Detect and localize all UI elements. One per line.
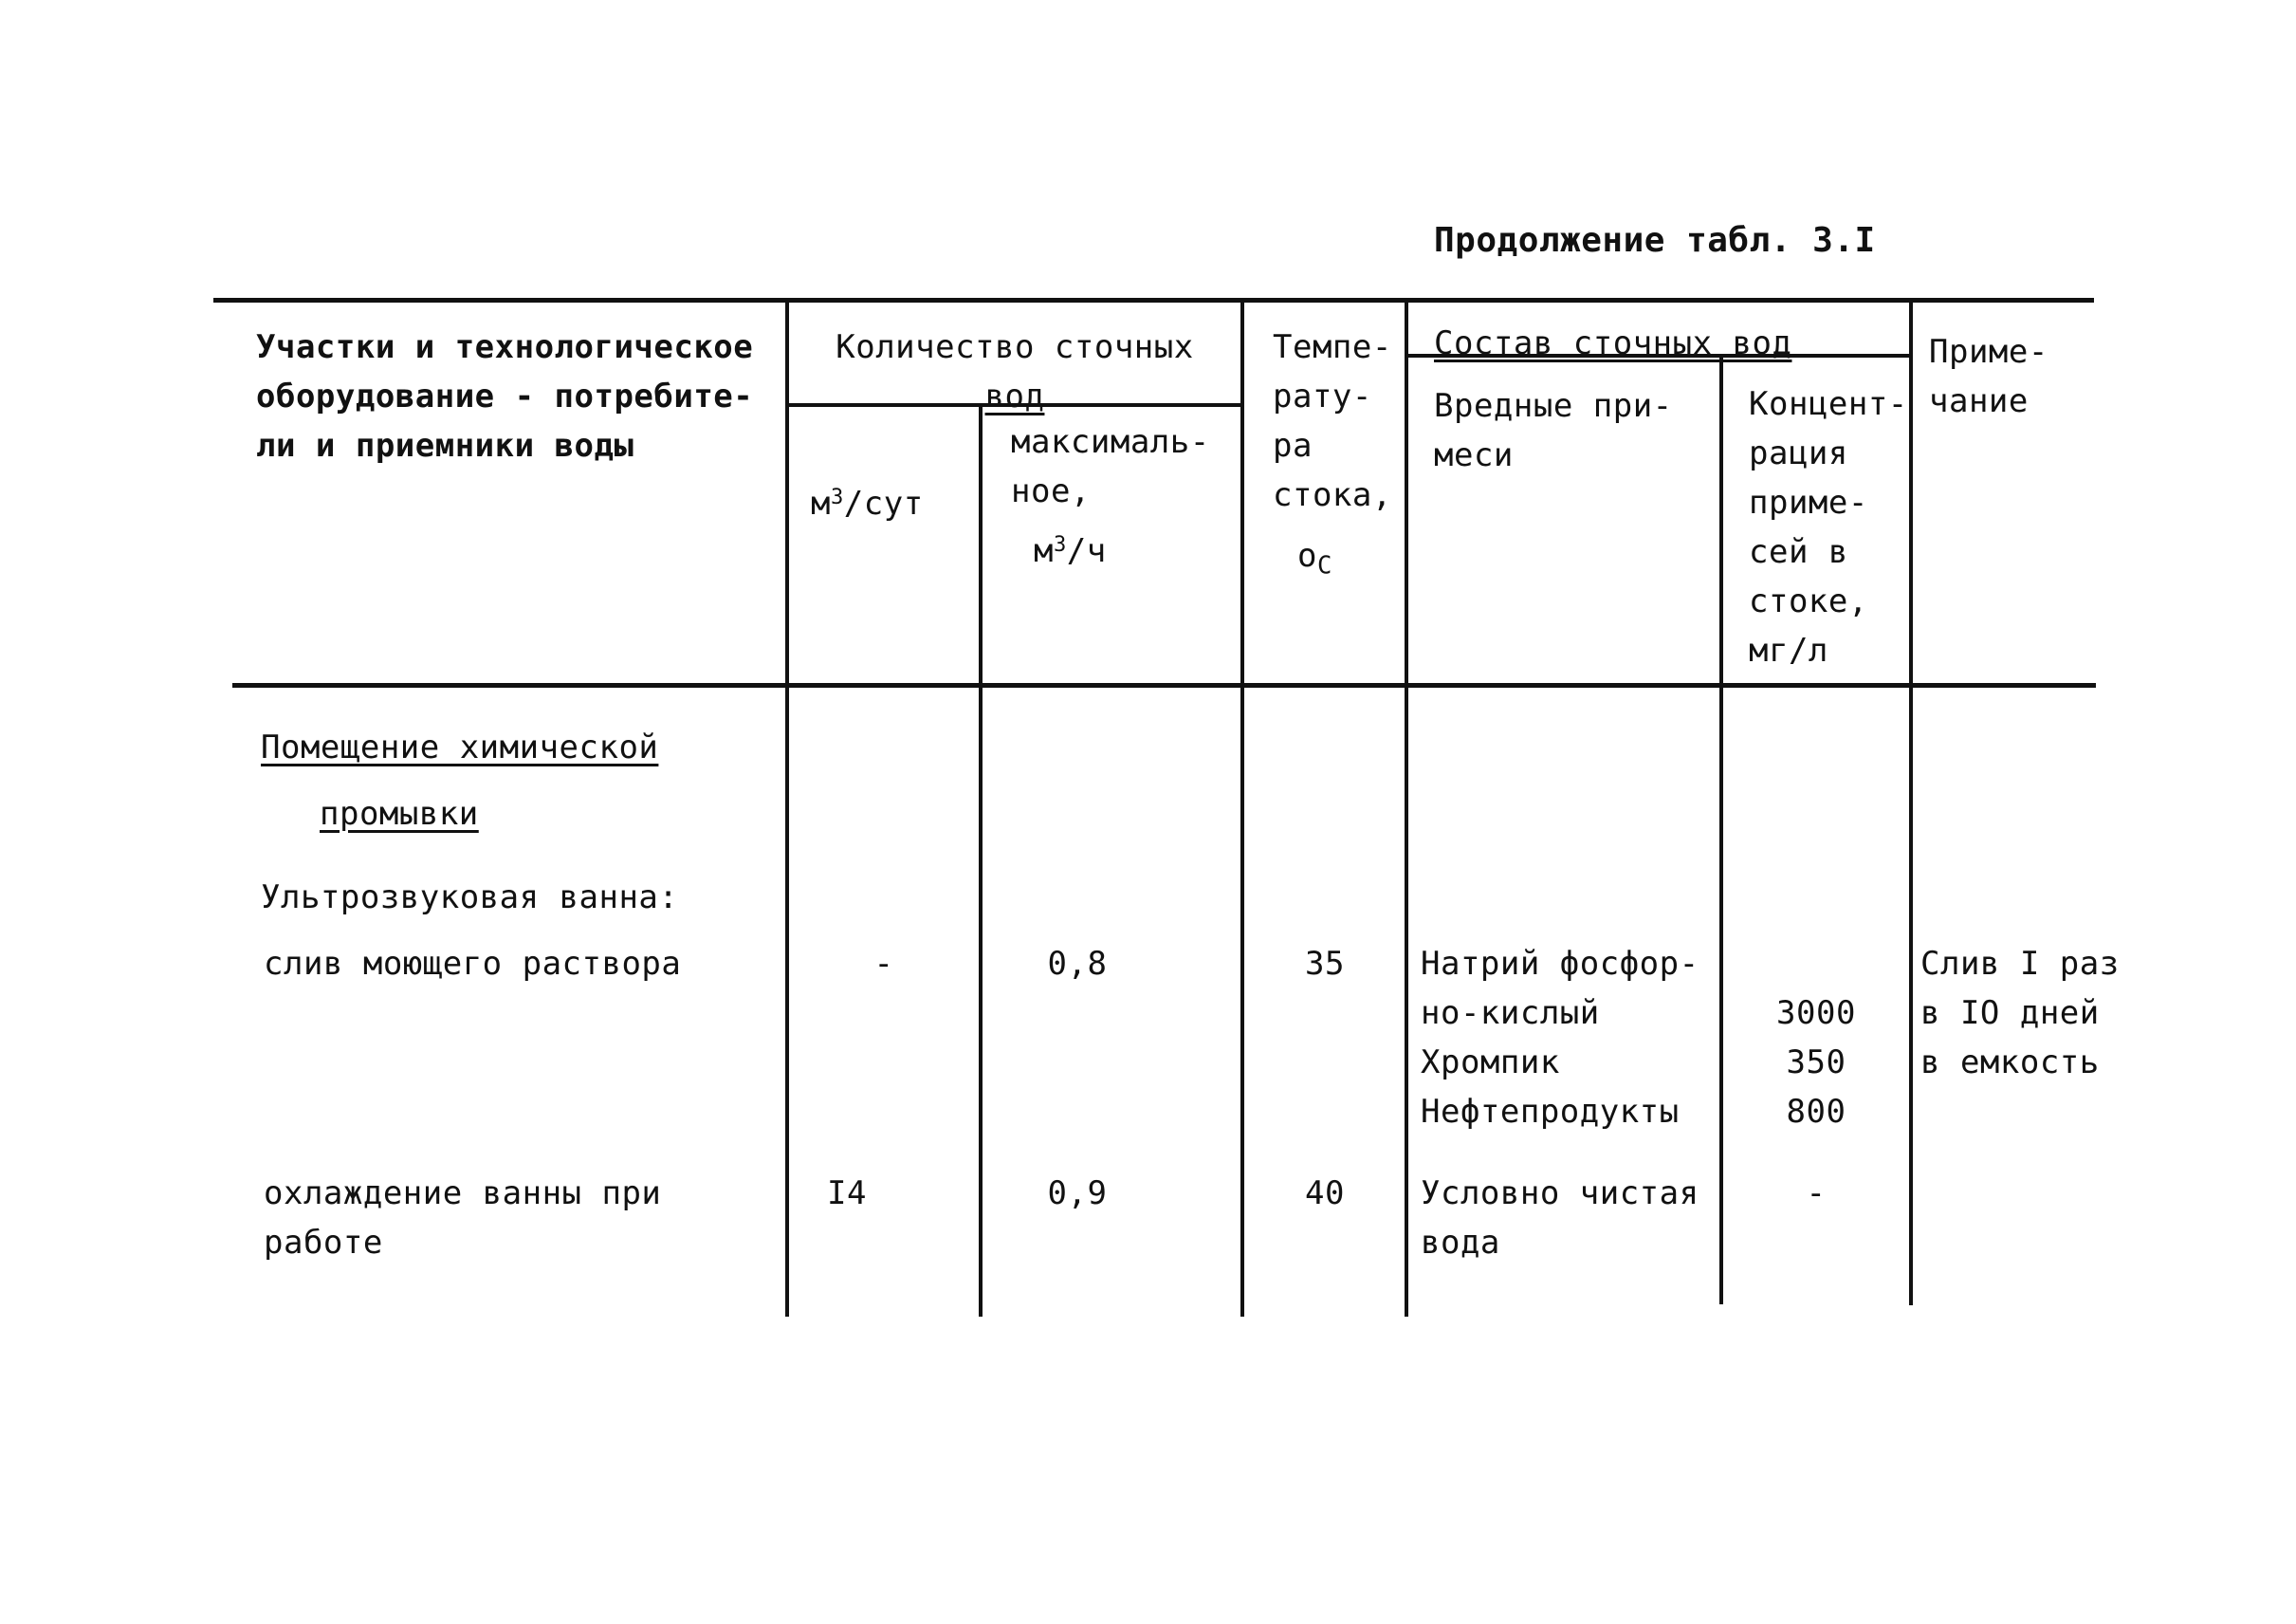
header-max-unit: $м^3/ч$	[1034, 531, 1107, 570]
row1-daily: -	[873, 945, 894, 983]
row2-daily: I4	[827, 1174, 867, 1212]
row2-max: 0,9	[1047, 1174, 1108, 1212]
section-title-line2: промывки	[320, 795, 479, 833]
header-max: максималь- ное,	[1011, 423, 1210, 510]
header-sections: Участки и технологическое оборудование - потребите- ли и приемники воды	[256, 328, 754, 465]
row1-note: Слив I раз в IO дней в емкость	[1920, 945, 2120, 1081]
header-temperature: Темпе- рату- ра стока,	[1273, 328, 1392, 514]
table-caption: Продолжение табл. 3.I	[1434, 221, 1876, 260]
row1-max: 0,8	[1047, 945, 1108, 983]
header-note: Приме- чание	[1929, 333, 2048, 420]
row1-concentration: 3000 350 800	[1776, 994, 1856, 1131]
header-temperature-unit: $о_С$	[1297, 537, 1332, 581]
header-daily-unit: $м^3$/сут	[811, 484, 924, 523]
header-concentration: Концент- рация приме- сей в стоке, мг/л	[1749, 385, 1908, 670]
row1-temp: 35	[1305, 945, 1345, 983]
row1-name: слив моющего раствора	[264, 945, 682, 983]
table-top-rule	[213, 298, 2094, 303]
header-quantity: Количество сточных вод	[836, 328, 1194, 415]
row2-concentration: -	[1806, 1174, 1827, 1212]
row1-impurities: Натрий фосфор- но-кислый Хромпик Нефтепродукты	[1421, 945, 1699, 1131]
col-divider-5	[1719, 356, 1723, 1304]
header-impurities: Вредные при- меси	[1434, 387, 1673, 474]
section-title-line1: Помещение химической	[261, 729, 659, 766]
col-divider-4	[1405, 300, 1408, 1317]
col-divider-1	[785, 300, 789, 1317]
header-composition: Состав сточных вод	[1434, 324, 1792, 362]
row2-impurities: Условно чистая вода	[1421, 1174, 1699, 1262]
col-divider-3	[1240, 300, 1244, 1317]
row2-name: охлаждение ванны при работе	[264, 1174, 662, 1262]
col-divider-6	[1909, 300, 1913, 1305]
row2-temp: 40	[1305, 1174, 1345, 1212]
header-bottom-rule	[232, 683, 2096, 688]
section-subtitle: Ультрозвуковая ванна:	[261, 878, 679, 916]
